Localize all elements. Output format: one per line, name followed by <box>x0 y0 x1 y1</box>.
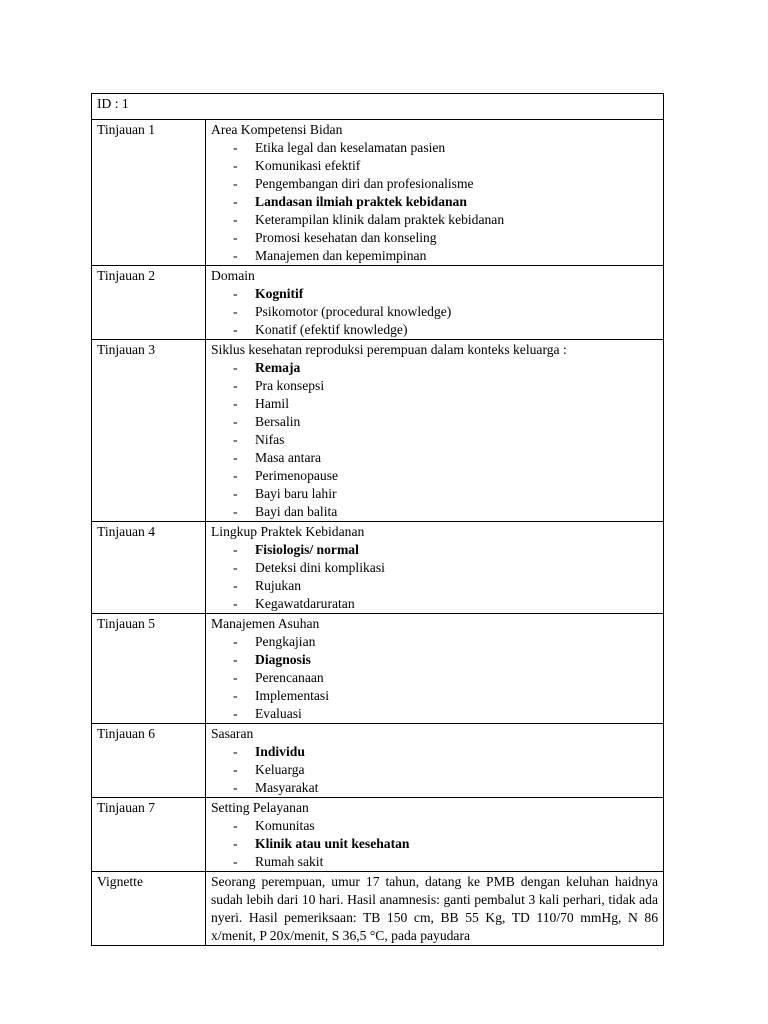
list-item-text: Fisiologis/ normal <box>255 542 359 557</box>
list-marker: - <box>233 158 238 173</box>
tinjauan-row <box>92 120 664 266</box>
list-item <box>211 193 658 211</box>
vignette-text: Seorang perempuan, umur 17 tahun, datang ke PMB dengan keluhan haidnya sudah lebih dari 10 hari. Hasil anamnesis: ganti pembalut 3 kali perhari, tidak ada nyeri. Hasil pemeriksaan: TB 150 cm, BB 55 Kg, TD 110/70 mmHg, N 86 x/menit, P 20x/menit, S 36,5 °C, pada payudara <box>211 874 658 943</box>
list-item <box>211 595 658 613</box>
list-item <box>211 705 658 723</box>
tinjauan-row <box>92 614 664 724</box>
list-marker: - <box>233 414 238 429</box>
list-item-text: Perencanaan <box>255 670 324 685</box>
list-item-text: Keterampilan klinik dalam praktek kebidanan <box>255 212 505 227</box>
list-item-text: Kognitif <box>255 286 304 301</box>
list-item <box>211 779 658 797</box>
list-item <box>211 541 658 559</box>
list-item-text: Diagnosis <box>255 652 311 667</box>
list-marker: - <box>233 360 238 375</box>
tinjauan-row <box>92 724 664 798</box>
item-list <box>211 359 658 521</box>
id-cell: ID : 1 <box>92 94 664 120</box>
item-list <box>211 285 658 339</box>
list-item <box>211 413 658 431</box>
row-title: Area Kompetensi Bidan <box>211 122 343 137</box>
list-marker: - <box>233 304 238 319</box>
list-item <box>211 577 658 595</box>
list-item <box>211 633 658 651</box>
list-item-text: Manajemen dan kepemimpinan <box>255 248 427 263</box>
list-item <box>211 431 658 449</box>
list-item <box>211 853 658 871</box>
row-label: Tinjauan 4 <box>92 522 206 614</box>
list-item-text: Rujukan <box>255 578 302 593</box>
list-item <box>211 247 658 265</box>
list-item <box>211 835 658 853</box>
list-item <box>211 669 658 687</box>
list-item <box>211 321 658 339</box>
list-item-text: Masa antara <box>255 450 322 465</box>
list-item-text: Nifas <box>255 432 285 447</box>
item-list <box>211 139 658 265</box>
list-item <box>211 485 658 503</box>
list-item-text: Perimenopause <box>255 468 339 483</box>
row-content <box>206 340 664 522</box>
row-label: Tinjauan 2 <box>92 266 206 340</box>
list-item <box>211 761 658 779</box>
list-item <box>211 559 658 577</box>
list-item <box>211 651 658 669</box>
list-marker: - <box>233 762 238 777</box>
list-item-text: Komunikasi efektif <box>255 158 361 173</box>
list-marker: - <box>233 560 238 575</box>
list-item-text: Rumah sakit <box>255 854 324 869</box>
list-item-text: Keluarga <box>255 762 305 777</box>
tinjauan-row <box>92 266 664 340</box>
list-marker: - <box>233 322 238 337</box>
list-item <box>211 449 658 467</box>
list-marker: - <box>233 542 238 557</box>
item-list <box>211 633 658 723</box>
list-item-text: Masyarakat <box>255 780 319 795</box>
list-item-text: Remaja <box>255 360 301 375</box>
row-content <box>206 724 664 798</box>
list-marker: - <box>233 230 238 245</box>
list-item-text: Bersalin <box>255 414 301 429</box>
list-marker: - <box>233 688 238 703</box>
row-content <box>206 120 664 266</box>
list-marker: - <box>233 450 238 465</box>
list-item-text: Bayi baru lahir <box>255 486 337 501</box>
list-marker: - <box>233 396 238 411</box>
row-title: Sasaran <box>211 726 254 741</box>
list-item <box>211 503 658 521</box>
list-marker: - <box>233 286 238 301</box>
row-label: Tinjauan 6 <box>92 724 206 798</box>
list-marker: - <box>233 194 238 209</box>
vignette-row <box>92 872 664 946</box>
list-item <box>211 175 658 193</box>
list-marker: - <box>233 652 238 667</box>
list-marker: - <box>233 504 238 519</box>
list-marker: - <box>233 706 238 721</box>
row-label: Tinjauan 7 <box>92 798 206 872</box>
row-title: Lingkup Praktek Kebidanan <box>211 524 365 539</box>
list-marker: - <box>233 378 238 393</box>
list-marker: - <box>233 248 238 263</box>
list-item-text: Individu <box>255 744 305 759</box>
item-list <box>211 541 658 613</box>
list-item <box>211 687 658 705</box>
item-list <box>211 743 658 797</box>
list-item-text: Pengkajian <box>255 634 316 649</box>
row-content <box>206 266 664 340</box>
list-marker: - <box>233 578 238 593</box>
list-item-text: Promosi kesehatan dan konseling <box>255 230 437 245</box>
row-title: Domain <box>211 268 255 283</box>
row-label: Tinjauan 1 <box>92 120 206 266</box>
list-item <box>211 377 658 395</box>
list-item <box>211 359 658 377</box>
row-content <box>206 614 664 724</box>
list-marker: - <box>233 836 238 851</box>
list-item <box>211 395 658 413</box>
list-item-text: Bayi dan balita <box>255 504 338 519</box>
row-title: Manajemen Asuhan <box>211 616 320 631</box>
list-item-text: Pra konsepsi <box>255 378 325 393</box>
list-marker: - <box>233 468 238 483</box>
list-marker: - <box>233 596 238 611</box>
list-marker: - <box>233 670 238 685</box>
list-marker: - <box>233 744 238 759</box>
list-marker: - <box>233 818 238 833</box>
list-item-text: Implementasi <box>255 688 329 703</box>
list-item-text: Evaluasi <box>255 706 302 721</box>
list-marker: - <box>233 140 238 155</box>
list-item <box>211 285 658 303</box>
list-item-text: Deteksi dini komplikasi <box>255 560 385 575</box>
row-content <box>206 798 664 872</box>
list-item <box>211 229 658 247</box>
list-item <box>211 139 658 157</box>
row-label: Tinjauan 3 <box>92 340 206 522</box>
list-marker: - <box>233 486 238 501</box>
list-item <box>211 817 658 835</box>
vignette-content <box>206 872 664 946</box>
list-marker: - <box>233 780 238 795</box>
row-title: Siklus kesehatan reproduksi perempuan dalam konteks keluarga : <box>211 342 567 357</box>
list-item <box>211 467 658 485</box>
tinjauan-row <box>92 798 664 872</box>
list-item-text: Landasan ilmiah praktek kebidanan <box>255 194 467 209</box>
list-item-text: Konatif (efektif knowledge) <box>255 322 408 337</box>
row-content <box>206 522 664 614</box>
list-marker: - <box>233 212 238 227</box>
list-marker: - <box>233 634 238 649</box>
row-title: Setting Pelayanan <box>211 800 309 815</box>
list-item <box>211 303 658 321</box>
list-item-text: Hamil <box>255 396 289 411</box>
list-item-text: Klinik atau unit kesehatan <box>255 836 410 851</box>
document-table-body <box>92 94 664 946</box>
list-item <box>211 157 658 175</box>
list-marker: - <box>233 432 238 447</box>
list-item-text: Kegawatdaruratan <box>255 596 355 611</box>
tinjauan-row <box>92 522 664 614</box>
document-table <box>91 93 664 946</box>
row-label: Tinjauan 5 <box>92 614 206 724</box>
list-marker: - <box>233 176 238 191</box>
id-row <box>92 94 664 120</box>
vignette-label: Vignette <box>92 872 206 946</box>
list-item-text: Komunitas <box>255 818 315 833</box>
item-list <box>211 817 658 871</box>
list-item <box>211 743 658 761</box>
list-item-text: Psikomotor (procedural knowledge) <box>255 304 452 319</box>
tinjauan-row <box>92 340 664 522</box>
list-item <box>211 211 658 229</box>
list-marker: - <box>233 854 238 869</box>
list-item-text: Etika legal dan keselamatan pasien <box>255 140 446 155</box>
list-item-text: Pengembangan diri dan profesionalisme <box>255 176 474 191</box>
